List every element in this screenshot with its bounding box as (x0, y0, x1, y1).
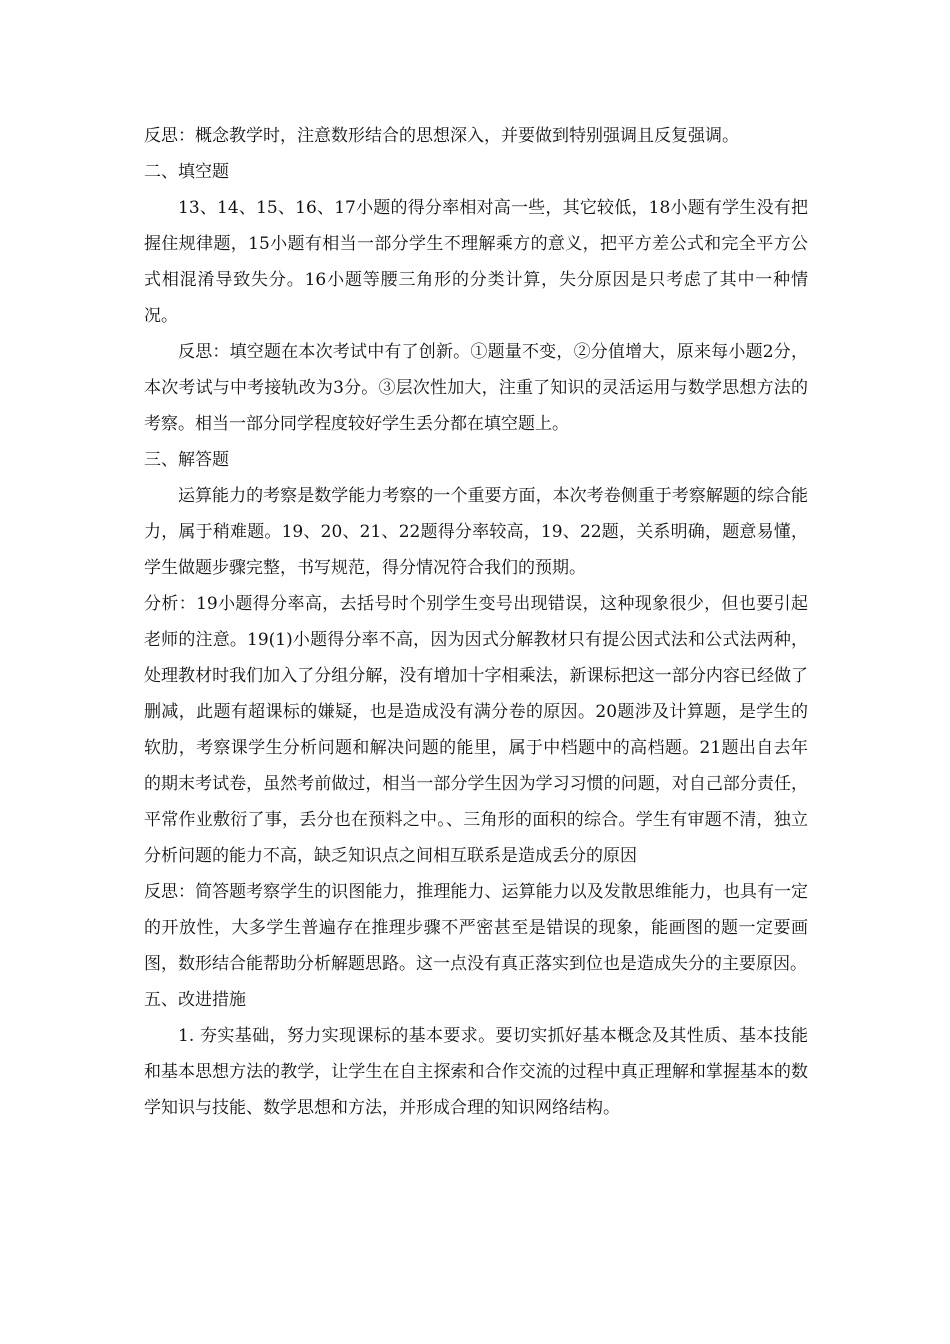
section-heading-fill-in: 二、填空题 (144, 162, 229, 182)
answer-questions-reflection: 反思：简答题考察学生的识图能力，推理能力、运算能力以及发散思维能力，也具有一定的开放性，大多学生普遍存在推理步骤不严密甚至是错误的现象，能画图的题一定要画图，数形结合能帮助分析解题思路。这一点没有真正落实到位也是造成失分的主要原因。 (144, 882, 808, 974)
answer-questions-analysis: 分析：19小题得分率高，去括号时个别学生变号出现错误，这种现象很少，但也要引起老师的注意。19(1)小题得分率不高，因为因式分解教材只有提公因式法和公式法两种，处理教材时我们加入了分组分解，没有增加十字相乘法，新课标把这一部分内容已经做了删减，此题有超课标的嫌疑，也是造成没有满分卷的原因。20题涉及计算题，是学生的软肋，考察课学生分析问题和解决问题的能里，属于中档题中的高档题。21题出自去年的期末考试卷，虽然考前做过，相当一部分学生因为学习习惯的问题，对自己部分责任，平常作业敷衍了事，丢分也在预料之中。、三角形的面积的综合。学生有审题不清，独立分析问题的能力不高，缺乏知识点之间相互联系是造成丢分的原因 (144, 594, 808, 866)
reflection-concept-teaching: 反思：概念教学时，注意数形结合的思想深入，并要做到特别强调且反复强调。 (144, 126, 739, 146)
fill-in-reflection: 反思：填空题在本次考试中有了创新。①题量不变，②分值增大，原来每小题2分，本次考试与中考接轨改为3分。③层次性加大，注重了知识的灵活运用与数学思想方法的考察。相当一部分同学程度较好学生丢分都在填空题上。 (144, 342, 808, 434)
document-body (144, 118, 808, 1126)
answer-questions-overview: 运算能力的考察是数学能力考察的一个重要方面，本次考卷侧重于考察解题的综合能力，属于稍难题。19、20、21、22题得分率较高，19、22题，关系明确，题意易懂，学生做题步骤完整，书写规范，得分情况符合我们的预期。 (144, 486, 808, 578)
section-heading-improvements: 五、改进措施 (144, 990, 246, 1010)
fill-in-analysis: 13、14、15、16、17小题的得分率相对高一些，其它较低，18小题有学生没有把握住规律题，15小题有相当一部分学生不理解乘方的意义，把平方差公式和完全平方公式相混淆导致失分。16小题等腰三角形的分类计算，失分原因是只考虑了其中一种情况。 (144, 198, 808, 326)
improvement-item-1: 1. 夯实基础，努力实现课标的基本要求。要切实抓好基本概念及其性质、基本技能和基本思想方法的教学，让学生在自主探索和合作交流的过程中真正理解和掌握基本的数学知识与技能、数学思想和方法，并形成合理的知识网络结构。 (144, 1026, 808, 1118)
section-heading-answer-questions: 三、解答题 (144, 450, 229, 470)
